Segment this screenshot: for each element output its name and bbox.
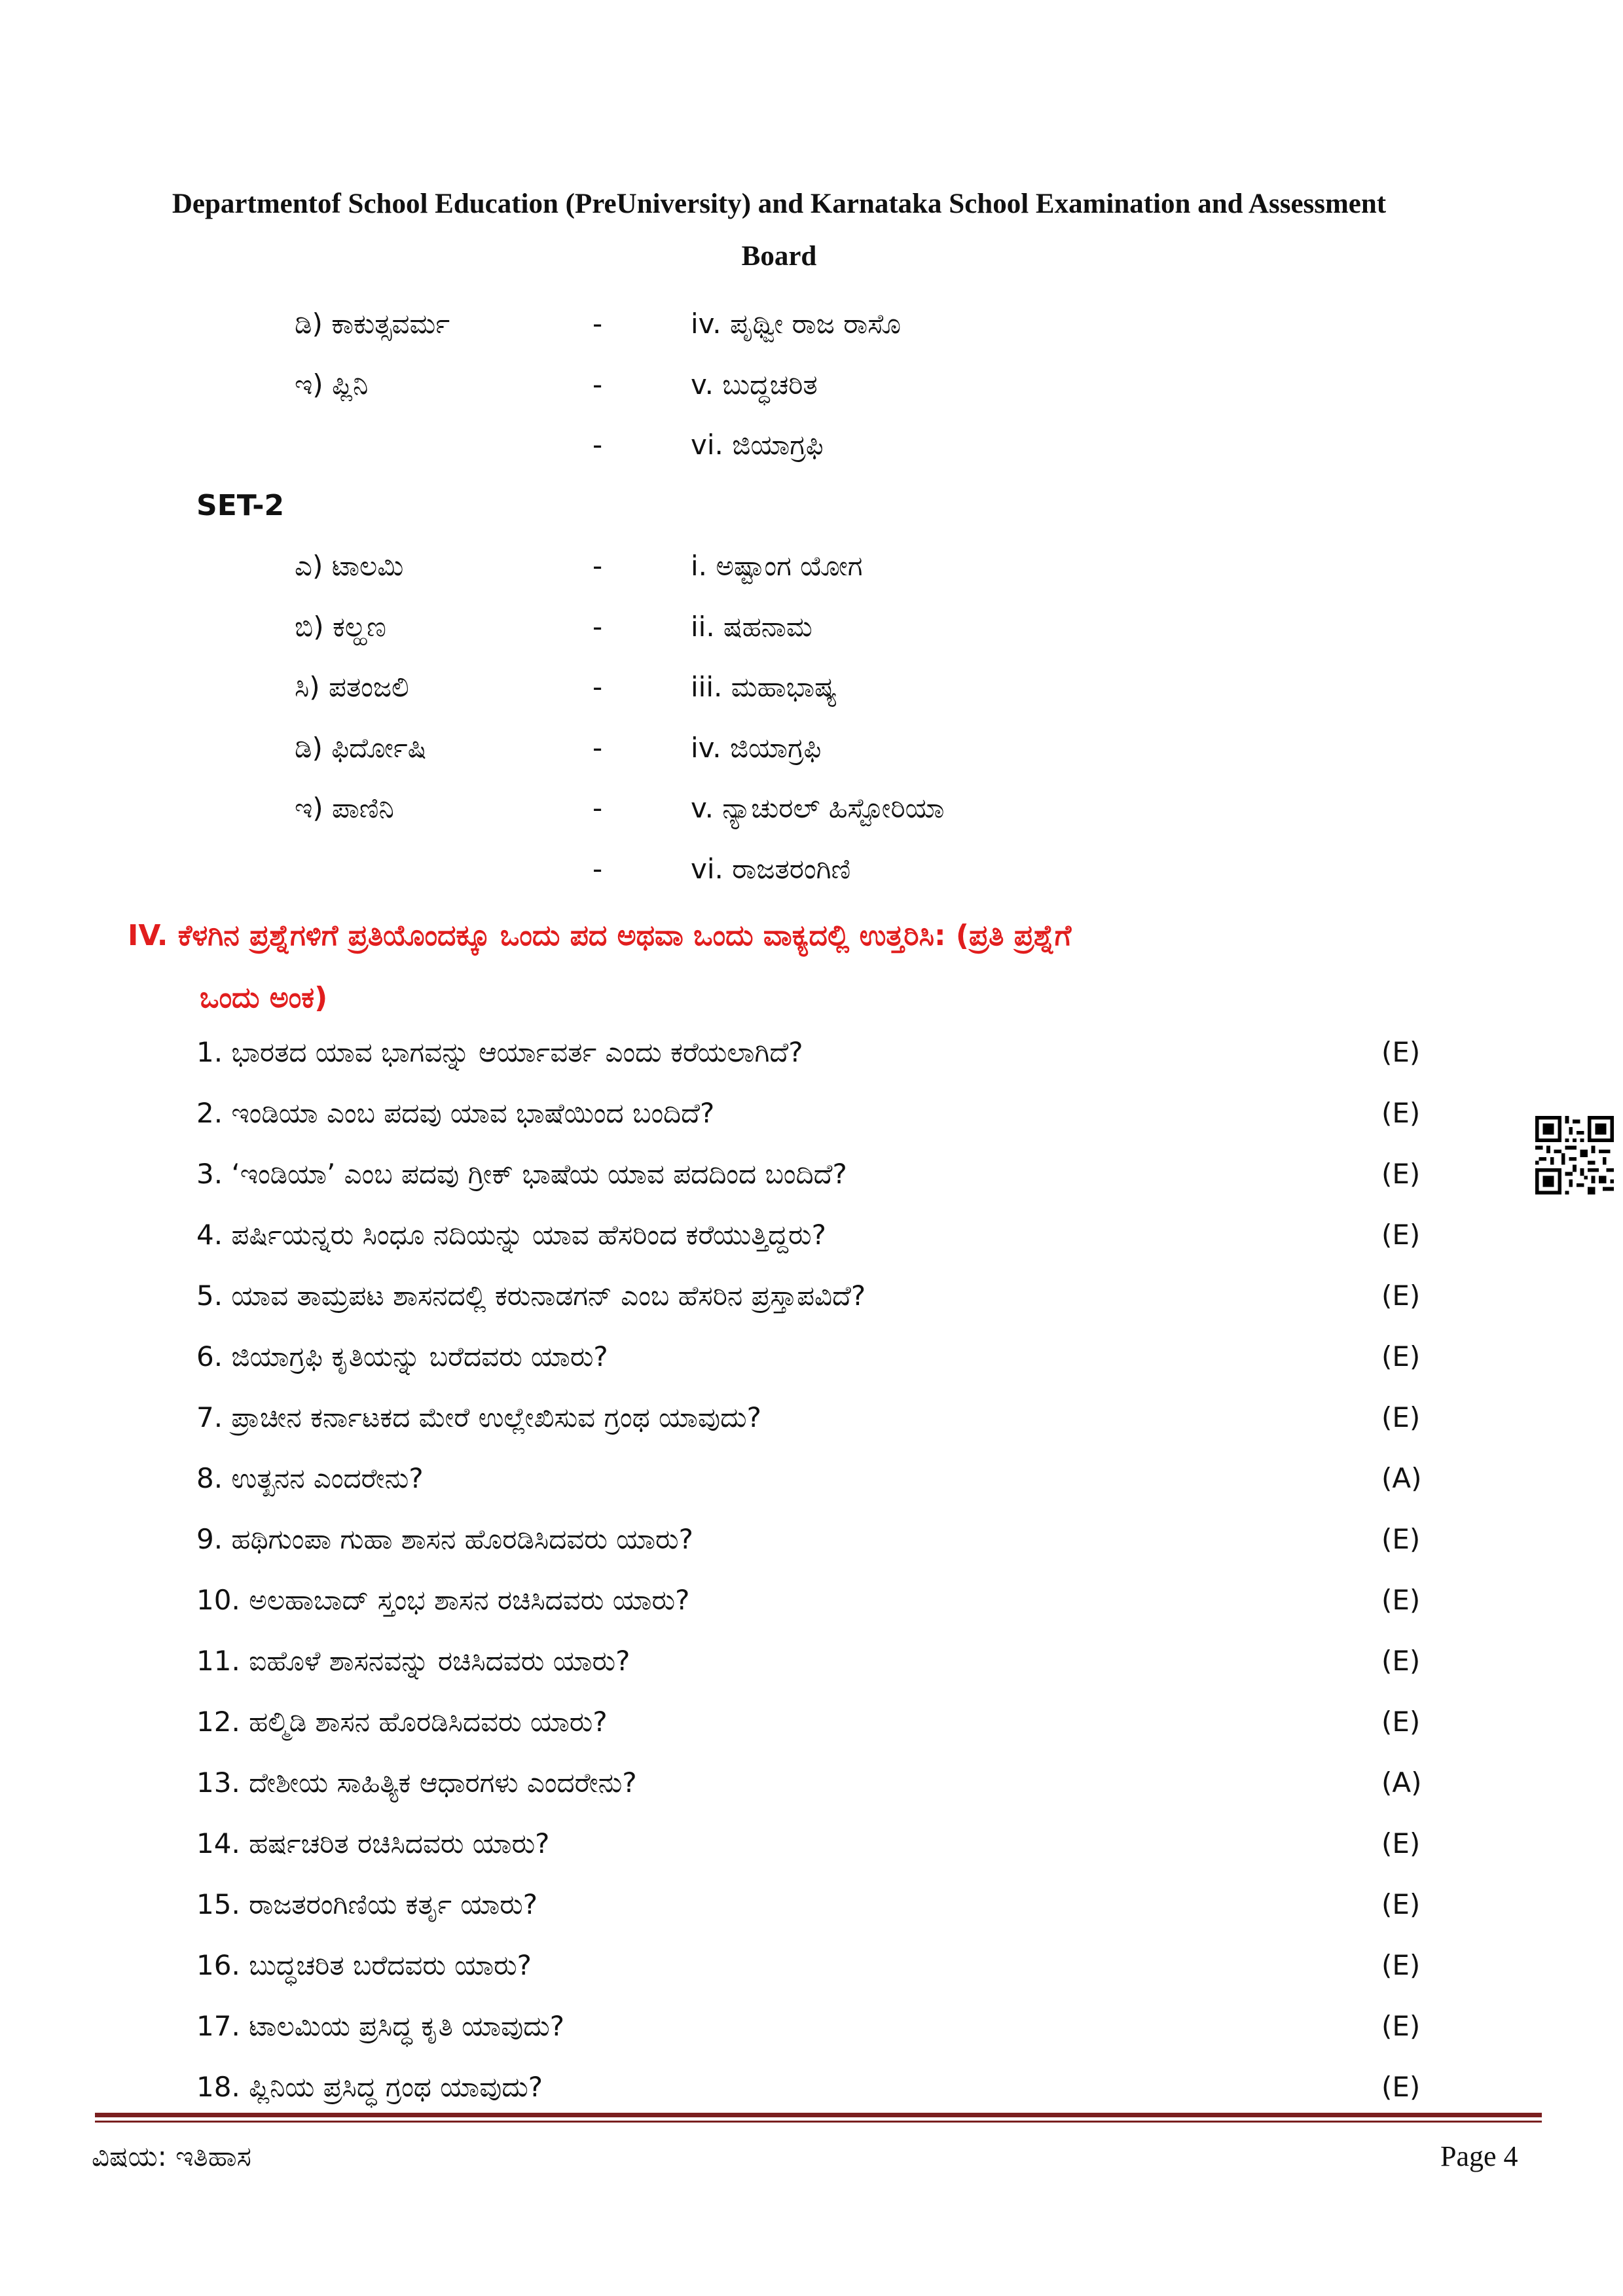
page-number: Page 4 [1440,2140,1518,2172]
footer-subject: ವಿಷಯ: ಇತಿಹಾಸ [92,2140,251,2172]
match-right: ii. ಷಹನಾಮ [691,611,812,643]
qr-code-icon [1535,1116,1614,1194]
header-line-2: Board [741,241,817,272]
question-tag: (E) [1381,1097,1421,1129]
question-text: 15. ರಾಜತರಂಗಿಣಿಯ ಕರ್ತೃ ಯಾರು? [196,1888,538,1920]
match-left: ಇ) ಪ್ಲಿನಿ [295,368,369,401]
question-text: 7. ಪ್ರಾಚೀನ ಕರ್ನಾಟಕದ ಮೇರೆ ಉಲ್ಲೇಖಿಸುವ ಗ್ರಂಥ ಯಾವುದು? [196,1401,761,1433]
match-dash: - [593,368,603,401]
question-tag: (E) [1381,1706,1421,1738]
match-dash: - [593,732,603,764]
question-text: 9. ಹಥಿಗುಂಪಾ ಗುಹಾ ಶಾಸನ ಹೊರಡಿಸಿದವರು ಯಾರು? [196,1523,693,1555]
section-heading-line-1: IV. ಕೆಳಗಿನ ಪ್ರಶ್ನೆಗಳಿಗೆ ಪ್ರತಿಯೊಂದಕ್ಕೂ ಒಂದು ಪದ ಅಥವಾ ಒಂದು ವಾಕ್ಯದಲ್ಲಿ ಉತ್ತರಿಸಿ: (ಪ್ರತಿ ಪ್ರಶ್ನೆಗೆ [128,919,1072,952]
match-left: ಡಿ) ಕಾಕುತ್ಸವರ್ಮ [295,308,450,340]
question-text: 13. ದೇಶೀಯ ಸಾಹಿತ್ಯಿಕ ಆಧಾರಗಳು ಎಂದರೇನು? [196,1767,637,1799]
question-text: 2. ಇಂಡಿಯಾ ಎಂಬ ಪದವು ಯಾವ ಭಾಷೆಯಿಂದ ಬಂದಿದೆ? [196,1097,715,1129]
match-left: ಡಿ) ಫಿರ್ದೋಷಿ [295,732,427,764]
question-tag: (E) [1381,1219,1421,1251]
question-text: 18. ಪ್ಲಿನಿಯ ಪ್ರಸಿದ್ಧ ಗ್ರಂಥ ಯಾವುದು? [196,2071,543,2103]
question-tag: (E) [1381,1036,1421,1068]
question-text: 8. ಉತ್ಖನನ ಎಂದರೇನು? [196,1462,424,1494]
question-text: 12. ಹಲ್ಮಿಡಿ ಶಾಸನ ಹೊರಡಿಸಿದವರು ಯಾರು? [196,1706,608,1738]
question-text: 4. ಪರ್ಷಿಯನ್ನರು ಸಿಂಧೂ ನದಿಯನ್ನು ಯಾವ ಹೆಸರಿಂದ ಕರೆಯುತ್ತಿದ್ದರು? [196,1219,826,1251]
question-tag: (E) [1381,1584,1421,1616]
section-heading-line-2: ಒಂದು ಅಂಕ) [200,981,328,1014]
question-text: 16. ಬುದ್ಧಚರಿತ ಬರೆದವರು ಯಾರು? [196,1949,532,1981]
question-tag: (E) [1381,2071,1421,2103]
question-text: 1. ಭಾರತದ ಯಾವ ಭಾಗವನ್ನು ಆರ್ಯಾವರ್ತ ಎಂದು ಕರೆಯಲಾಗಿದೆ? [196,1036,803,1068]
match-right: iii. ಮಹಾಭಾಷ್ಯ [691,671,837,703]
footer-divider-thin [95,2121,1542,2123]
question-text: 5. ಯಾವ ತಾಮ್ರಪಟ ಶಾಸನದಲ್ಲಿ ಕರುನಾಡಗನ್ ಎಂಬ ಹೆಸರಿನ ಪ್ರಸ್ತಾಪವಿದೆ? [196,1280,866,1312]
match-dash: - [593,308,603,340]
question-tag: (E) [1381,2010,1421,2042]
section-iv-heading [128,905,1522,1029]
match-right: iv. ಜಿಯಾಗ್ರಫಿ [691,732,822,764]
set-2-title: SET-2 [196,489,285,522]
match-right: vi. ರಾಜತರಂಗಿಣಿ [691,853,851,885]
match-dash: - [593,611,603,643]
question-text: 3. ‘ಇಂಡಿಯಾ’ ಎಂಬ ಪದವು ಗ್ರೀಕ್ ಭಾಷೆಯ ಯಾವ ಪದದಿಂದ ಬಂದಿದೆ? [196,1158,847,1190]
question-tag: (E) [1381,1158,1421,1190]
match-right: i. ಅಷ್ಟಾಂಗ ಯೋಗ [691,550,863,582]
match-right: iv. ಪೃಥ್ವೀ ರಾಜ ರಾಸೊ [691,308,902,340]
match-right: vi. ಜಿಯಾಗ್ರಫಿ [691,429,824,461]
question-text: 14. ಹರ್ಷಚರಿತ ರಚಿಸಿದವರು ಯಾರು? [196,1827,550,1859]
question-tag: (E) [1381,1645,1421,1677]
page-header [105,178,1453,283]
question-text: 17. ಟಾಲಮಿಯ ಪ್ರಸಿದ್ಧ ಕೃತಿ ಯಾವುದು? [196,2010,565,2042]
question-text: 6. ಜಿಯಾಗ್ರಫಿ ಕೃತಿಯನ್ನು ಬರೆದವರು ಯಾರು? [196,1340,608,1372]
question-text: 11. ಐಹೊಳೆ ಶಾಸನವನ್ನು ರಚಿಸಿದವರು ಯಾರು? [196,1645,630,1677]
question-text: 10. ಅಲಹಾಬಾದ್ ಸ್ತಂಭ ಶಾಸನ ರಚಿಸಿದವರು ಯಾರು? [196,1584,690,1616]
match-right: v. ಬುದ್ಧಚರಿತ [691,368,818,401]
match-right: v. ನ್ಯಾಚುರಲ್ ಹಿಸ್ಟೋರಿಯಾ [691,792,945,824]
match-left: ಎ) ಟಾಲಮಿ [295,550,404,582]
question-tag: (E) [1381,1949,1421,1981]
question-tag: (E) [1381,1340,1421,1372]
question-tag: (E) [1381,1280,1421,1312]
match-dash: - [593,853,603,885]
match-left: ಸಿ) ಪತಂಜಲಿ [295,671,409,703]
question-tag: (A) [1381,1767,1422,1799]
match-dash: - [593,792,603,824]
question-tag: (E) [1381,1401,1421,1433]
question-tag: (A) [1381,1462,1422,1494]
match-left: ಇ) ಪಾಣಿನಿ [295,792,394,824]
match-dash: - [593,429,603,461]
match-dash: - [593,671,603,703]
question-tag: (E) [1381,1827,1421,1859]
match-left: ಬಿ) ಕಲ್ಹಣ [295,611,386,643]
footer-divider [95,2113,1542,2117]
header-line-1: Departmentof School Education (PreUniversity) and Karnataka School Examination and Assessment [172,188,1387,219]
question-tag: (E) [1381,1523,1421,1555]
question-tag: (E) [1381,1888,1421,1920]
match-dash: - [593,550,603,582]
